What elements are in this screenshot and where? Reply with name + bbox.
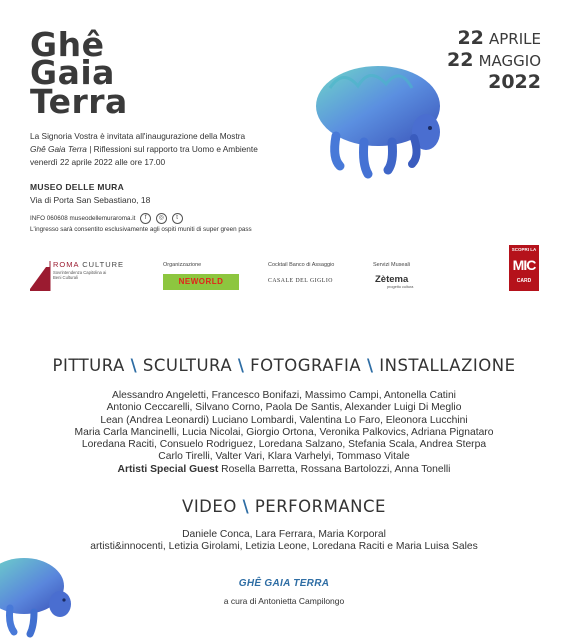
title-line-3: Terra	[30, 82, 128, 121]
discipline-scultura: SCULTURA	[142, 356, 233, 375]
separator: \	[366, 356, 374, 375]
facebook-icon[interactable]: f	[140, 213, 151, 224]
twitter-icon[interactable]: t	[172, 213, 183, 224]
casale-del-giglio-logo: CASALE DEL GIGLIO	[268, 278, 333, 284]
start-month: APRILE	[489, 30, 541, 48]
special-guest-label: Artisti Special Guest	[117, 463, 219, 475]
invitation-text	[30, 130, 258, 169]
special-guest-names: Rosella Barretta, Rossana Bartolozzi, Anna Tonelli	[218, 463, 451, 475]
discipline-performance: PERFORMANCE	[254, 497, 386, 516]
info-block	[30, 213, 252, 235]
roma-culture-sub: Sovrintendenza Capitolina ai Beni Culturali	[53, 270, 107, 280]
discipline-installazione: INSTALLAZIONE	[379, 356, 516, 375]
start-day: 22	[457, 27, 484, 49]
culture-word: CULTURE	[82, 260, 125, 269]
tardigrade-illustration	[308, 58, 444, 182]
invite-line-3: venerdì 22 aprile 2022 alle ore 17.00	[30, 157, 166, 167]
invite-line-1: La Signoria Vostra è invitata all'inaugurazione della Mostra	[30, 131, 246, 141]
end-day: 22	[447, 49, 474, 71]
curator-credit: a cura di Antonietta Campilongo	[223, 596, 345, 606]
end-month: MAGGIO	[478, 52, 541, 70]
servizi-caption: Servizi Museali	[373, 262, 410, 268]
title-line-2: Gaia	[30, 53, 115, 92]
video-artists-line: Daniele Conca, Lara Ferrara, Maria Korporal	[182, 529, 386, 540]
separator: \	[242, 497, 250, 516]
artists-line: Antonio Ceccarelli, Silvano Corno, Paola De Santis, Alexander Luigi Di Meglio	[106, 402, 462, 414]
museum-address: Via di Porta San Sebastiano, 18	[30, 195, 151, 205]
video-performance-heading	[0, 497, 568, 516]
artists-list	[0, 390, 568, 476]
discipline-pittura: PITTURA	[52, 356, 125, 375]
discipline-video: VIDEO	[182, 497, 237, 516]
artists-line: Lean (Andrea Leonardi) Luciano Lombardi, Valentina Lo Faro, Eleonora Lucchini	[100, 414, 468, 426]
artists-line: Loredana Raciti, Consuelo Rodriguez, Loredana Salzano, Stefania Scala, Andrea Sterpa	[81, 439, 487, 451]
curator-exhibition-title: GHÊ GAIA TERRA	[238, 578, 330, 589]
roma-word: ROMA	[53, 260, 80, 269]
organizzazione-caption: Organizzazione	[163, 262, 202, 268]
mic-card-logo[interactable]	[509, 245, 539, 291]
tardigrade-illustration-small	[0, 548, 80, 639]
video-artists-list	[0, 529, 568, 554]
artists-line: Carlo Tirelli, Valter Vari, Klara Varhelyi, Tommaso Vitale	[158, 451, 410, 463]
year: 2022	[488, 71, 541, 93]
zetema-sub: progetto cultura	[387, 285, 414, 289]
separator: \	[237, 356, 245, 375]
green-pass-note: L'ingresso sarà consentito esclusivamente agli ospiti muniti di super green pass	[30, 226, 252, 234]
roma-culture-wordmark	[53, 260, 124, 269]
video-artists-line: artisti&innocenti, Letizia Girolami, Letizia Leone, Loredana Raciti e Maria Luisa Sales	[90, 541, 478, 553]
discipline-fotografia: FOTOGRAFIA	[250, 356, 362, 375]
title-line-1: Ghê	[30, 25, 105, 64]
separator: \	[130, 356, 138, 375]
exhibition-name: Ghê Gaia Terra	[30, 144, 87, 154]
mic-letters: MIC	[512, 257, 536, 273]
special-guests	[0, 464, 568, 476]
museum-name: MUSEO DELLE MURA	[30, 182, 125, 192]
neworld-logo: NEWORLD	[163, 274, 239, 290]
contact-info: INFO 060608 museodellemuraroma.it	[30, 215, 136, 223]
mic-bottom: CARD	[516, 278, 532, 284]
cocktail-caption: Cocktail Banco di Assaggio	[268, 262, 335, 268]
mic-top: SCOPRI LA	[511, 247, 537, 252]
museum-block	[30, 181, 150, 207]
exhibition-dates	[447, 28, 541, 93]
zetema-logo: Zètema	[375, 274, 409, 285]
artists-line: Alessandro Angeletti, Francesco Bonifazi, Massimo Campi, Antonella Catini	[112, 390, 456, 401]
exhibition-subtitle: | Riflessioni sul rapporto tra Uomo e Ambiente	[86, 144, 258, 154]
instagram-icon[interactable]: ◎	[156, 213, 167, 224]
invite-line-2	[30, 143, 258, 156]
disciplines-heading	[0, 356, 568, 375]
artists-line: Maria Carla Mancinelli, Lucia Nicolai, Giorgio Ortona, Veronika Palkovics, Adriana Pignataro	[74, 426, 494, 438]
